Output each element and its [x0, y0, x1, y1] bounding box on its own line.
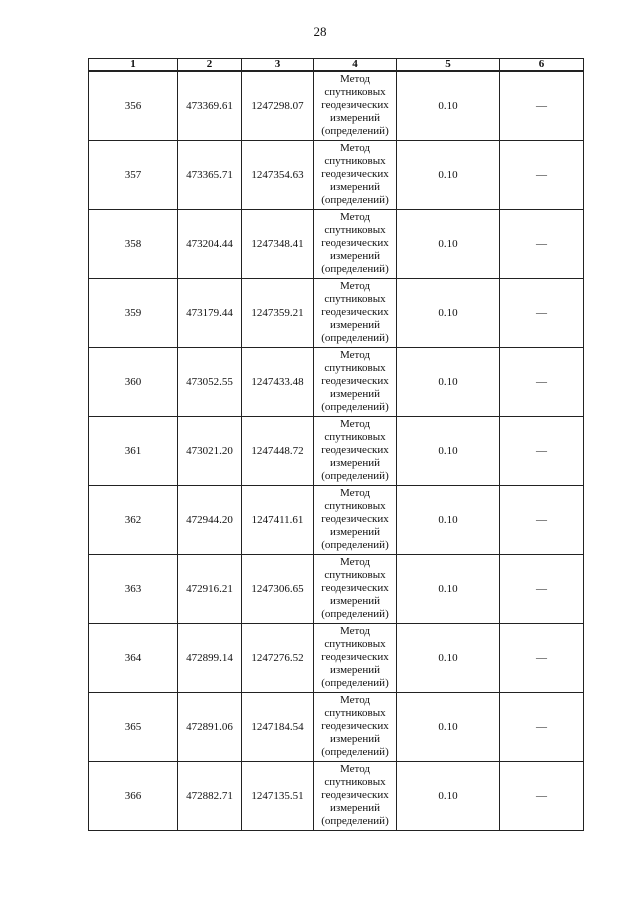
page-number: 28 [313, 24, 327, 39]
method-line: Метод [340, 280, 370, 292]
point-number-cell: 363 [89, 554, 178, 623]
accuracy-cell: 0.10 [397, 623, 500, 692]
note-cell: — [500, 692, 584, 761]
method-line: (определений) [321, 815, 389, 827]
method-line: измерений [330, 250, 380, 262]
point-number-cell: 364 [89, 623, 178, 692]
method-line: спутниковых [324, 776, 386, 788]
accuracy-cell: 0.10 [397, 140, 500, 209]
method-line: геодезических [321, 237, 389, 249]
y-coordinate-cell: 1247359.21 [242, 278, 314, 347]
method-line: Метод [340, 694, 370, 706]
method-cell [314, 485, 397, 554]
method-line: измерений [330, 526, 380, 538]
method-line: спутниковых [324, 293, 386, 305]
method-cell [314, 140, 397, 209]
column-header: 5 [397, 59, 500, 72]
table-row [89, 761, 584, 830]
point-number-cell: 360 [89, 347, 178, 416]
method-line: спутниковых [324, 707, 386, 719]
note-cell: — [500, 416, 584, 485]
method-line: измерений [330, 802, 380, 814]
y-coordinate-cell: 1247411.61 [242, 485, 314, 554]
column-header: 6 [500, 59, 584, 72]
table-row [89, 140, 584, 209]
accuracy-cell: 0.10 [397, 347, 500, 416]
point-number-cell: 362 [89, 485, 178, 554]
method-line: измерений [330, 664, 380, 676]
method-line: измерений [330, 595, 380, 607]
y-coordinate-cell: 1247306.65 [242, 554, 314, 623]
method-cell [314, 761, 397, 830]
column-header: 2 [178, 59, 242, 72]
method-line: спутниковых [324, 155, 386, 167]
method-line: измерений [330, 181, 380, 193]
y-coordinate-cell: 1247184.54 [242, 692, 314, 761]
accuracy-cell: 0.10 [397, 416, 500, 485]
method-line: Метод [340, 211, 370, 223]
accuracy-cell: 0.10 [397, 692, 500, 761]
table-row [89, 623, 584, 692]
table-row [89, 554, 584, 623]
point-number-cell: 356 [89, 71, 178, 140]
method-cell [314, 554, 397, 623]
note-cell: — [500, 485, 584, 554]
table-header-row [89, 59, 584, 72]
x-coordinate-cell: 473365.71 [178, 140, 242, 209]
table-row [89, 209, 584, 278]
method-cell [314, 623, 397, 692]
x-coordinate-cell: 472891.06 [178, 692, 242, 761]
method-line: Метод [340, 73, 370, 86]
method-line: (определений) [321, 194, 389, 206]
method-line: (определений) [321, 332, 389, 344]
note-cell: — [500, 71, 584, 140]
method-line: (определений) [321, 125, 389, 138]
method-line: геодезических [321, 168, 389, 180]
y-coordinate-cell: 1247354.63 [242, 140, 314, 209]
y-coordinate-cell: 1247276.52 [242, 623, 314, 692]
method-line: спутниковых [324, 500, 386, 512]
method-cell [314, 347, 397, 416]
note-cell: — [500, 623, 584, 692]
accuracy-cell: 0.10 [397, 761, 500, 830]
note-cell: — [500, 347, 584, 416]
note-cell: — [500, 140, 584, 209]
method-line: геодезических [321, 99, 389, 112]
column-header: 3 [242, 59, 314, 72]
method-line: Метод [340, 349, 370, 361]
x-coordinate-cell: 472882.71 [178, 761, 242, 830]
point-number-cell: 361 [89, 416, 178, 485]
table-row [89, 347, 584, 416]
method-line: спутниковых [324, 86, 386, 99]
y-coordinate-cell: 1247433.48 [242, 347, 314, 416]
table-row [89, 485, 584, 554]
method-line: (определений) [321, 539, 389, 551]
method-line: геодезических [321, 720, 389, 732]
method-line: (определений) [321, 677, 389, 689]
accuracy-cell: 0.10 [397, 485, 500, 554]
x-coordinate-cell: 473052.55 [178, 347, 242, 416]
y-coordinate-cell: 1247298.07 [242, 71, 314, 140]
method-line: Метод [340, 625, 370, 637]
method-line: спутниковых [324, 362, 386, 374]
method-line: геодезических [321, 651, 389, 663]
point-number-cell: 359 [89, 278, 178, 347]
method-cell [314, 71, 397, 140]
point-number-cell: 358 [89, 209, 178, 278]
coordinates-table [88, 58, 584, 831]
method-line: спутниковых [324, 431, 386, 443]
method-line: геодезических [321, 582, 389, 594]
method-line: измерений [330, 319, 380, 331]
column-header: 1 [89, 59, 178, 72]
method-line: спутниковых [324, 569, 386, 581]
method-cell [314, 416, 397, 485]
note-cell: — [500, 209, 584, 278]
method-line: геодезических [321, 306, 389, 318]
method-line: измерений [330, 112, 380, 125]
method-line: (определений) [321, 470, 389, 482]
table-row [89, 278, 584, 347]
method-line: измерений [330, 457, 380, 469]
method-cell [314, 209, 397, 278]
method-line: (определений) [321, 263, 389, 275]
accuracy-cell: 0.10 [397, 278, 500, 347]
method-line: Метод [340, 556, 370, 568]
method-line: (определений) [321, 401, 389, 413]
x-coordinate-cell: 473369.61 [178, 71, 242, 140]
point-number-cell: 357 [89, 140, 178, 209]
method-line: (определений) [321, 746, 389, 758]
method-line: измерений [330, 733, 380, 745]
x-coordinate-cell: 473204.44 [178, 209, 242, 278]
note-cell: — [500, 761, 584, 830]
note-cell: — [500, 554, 584, 623]
point-number-cell: 366 [89, 761, 178, 830]
method-line: Метод [340, 487, 370, 499]
x-coordinate-cell: 472916.21 [178, 554, 242, 623]
point-number-cell: 365 [89, 692, 178, 761]
y-coordinate-cell: 1247348.41 [242, 209, 314, 278]
accuracy-cell: 0.10 [397, 71, 500, 140]
method-line: геодезических [321, 444, 389, 456]
y-coordinate-cell: 1247135.51 [242, 761, 314, 830]
table-row [89, 71, 584, 140]
method-line: геодезических [321, 789, 389, 801]
method-line: (определений) [321, 608, 389, 620]
method-line: Метод [340, 142, 370, 154]
x-coordinate-cell: 472899.14 [178, 623, 242, 692]
method-line: геодезических [321, 375, 389, 387]
method-cell [314, 278, 397, 347]
column-header: 4 [314, 59, 397, 72]
method-cell [314, 692, 397, 761]
note-cell: — [500, 278, 584, 347]
x-coordinate-cell: 473021.20 [178, 416, 242, 485]
x-coordinate-cell: 472944.20 [178, 485, 242, 554]
accuracy-cell: 0.10 [397, 554, 500, 623]
table-row [89, 692, 584, 761]
method-line: спутниковых [324, 224, 386, 236]
method-line: спутниковых [324, 638, 386, 650]
table-row [89, 416, 584, 485]
method-line: измерений [330, 388, 380, 400]
y-coordinate-cell: 1247448.72 [242, 416, 314, 485]
x-coordinate-cell: 473179.44 [178, 278, 242, 347]
accuracy-cell: 0.10 [397, 209, 500, 278]
method-line: геодезических [321, 513, 389, 525]
method-line: Метод [340, 763, 370, 775]
method-line: Метод [340, 418, 370, 430]
